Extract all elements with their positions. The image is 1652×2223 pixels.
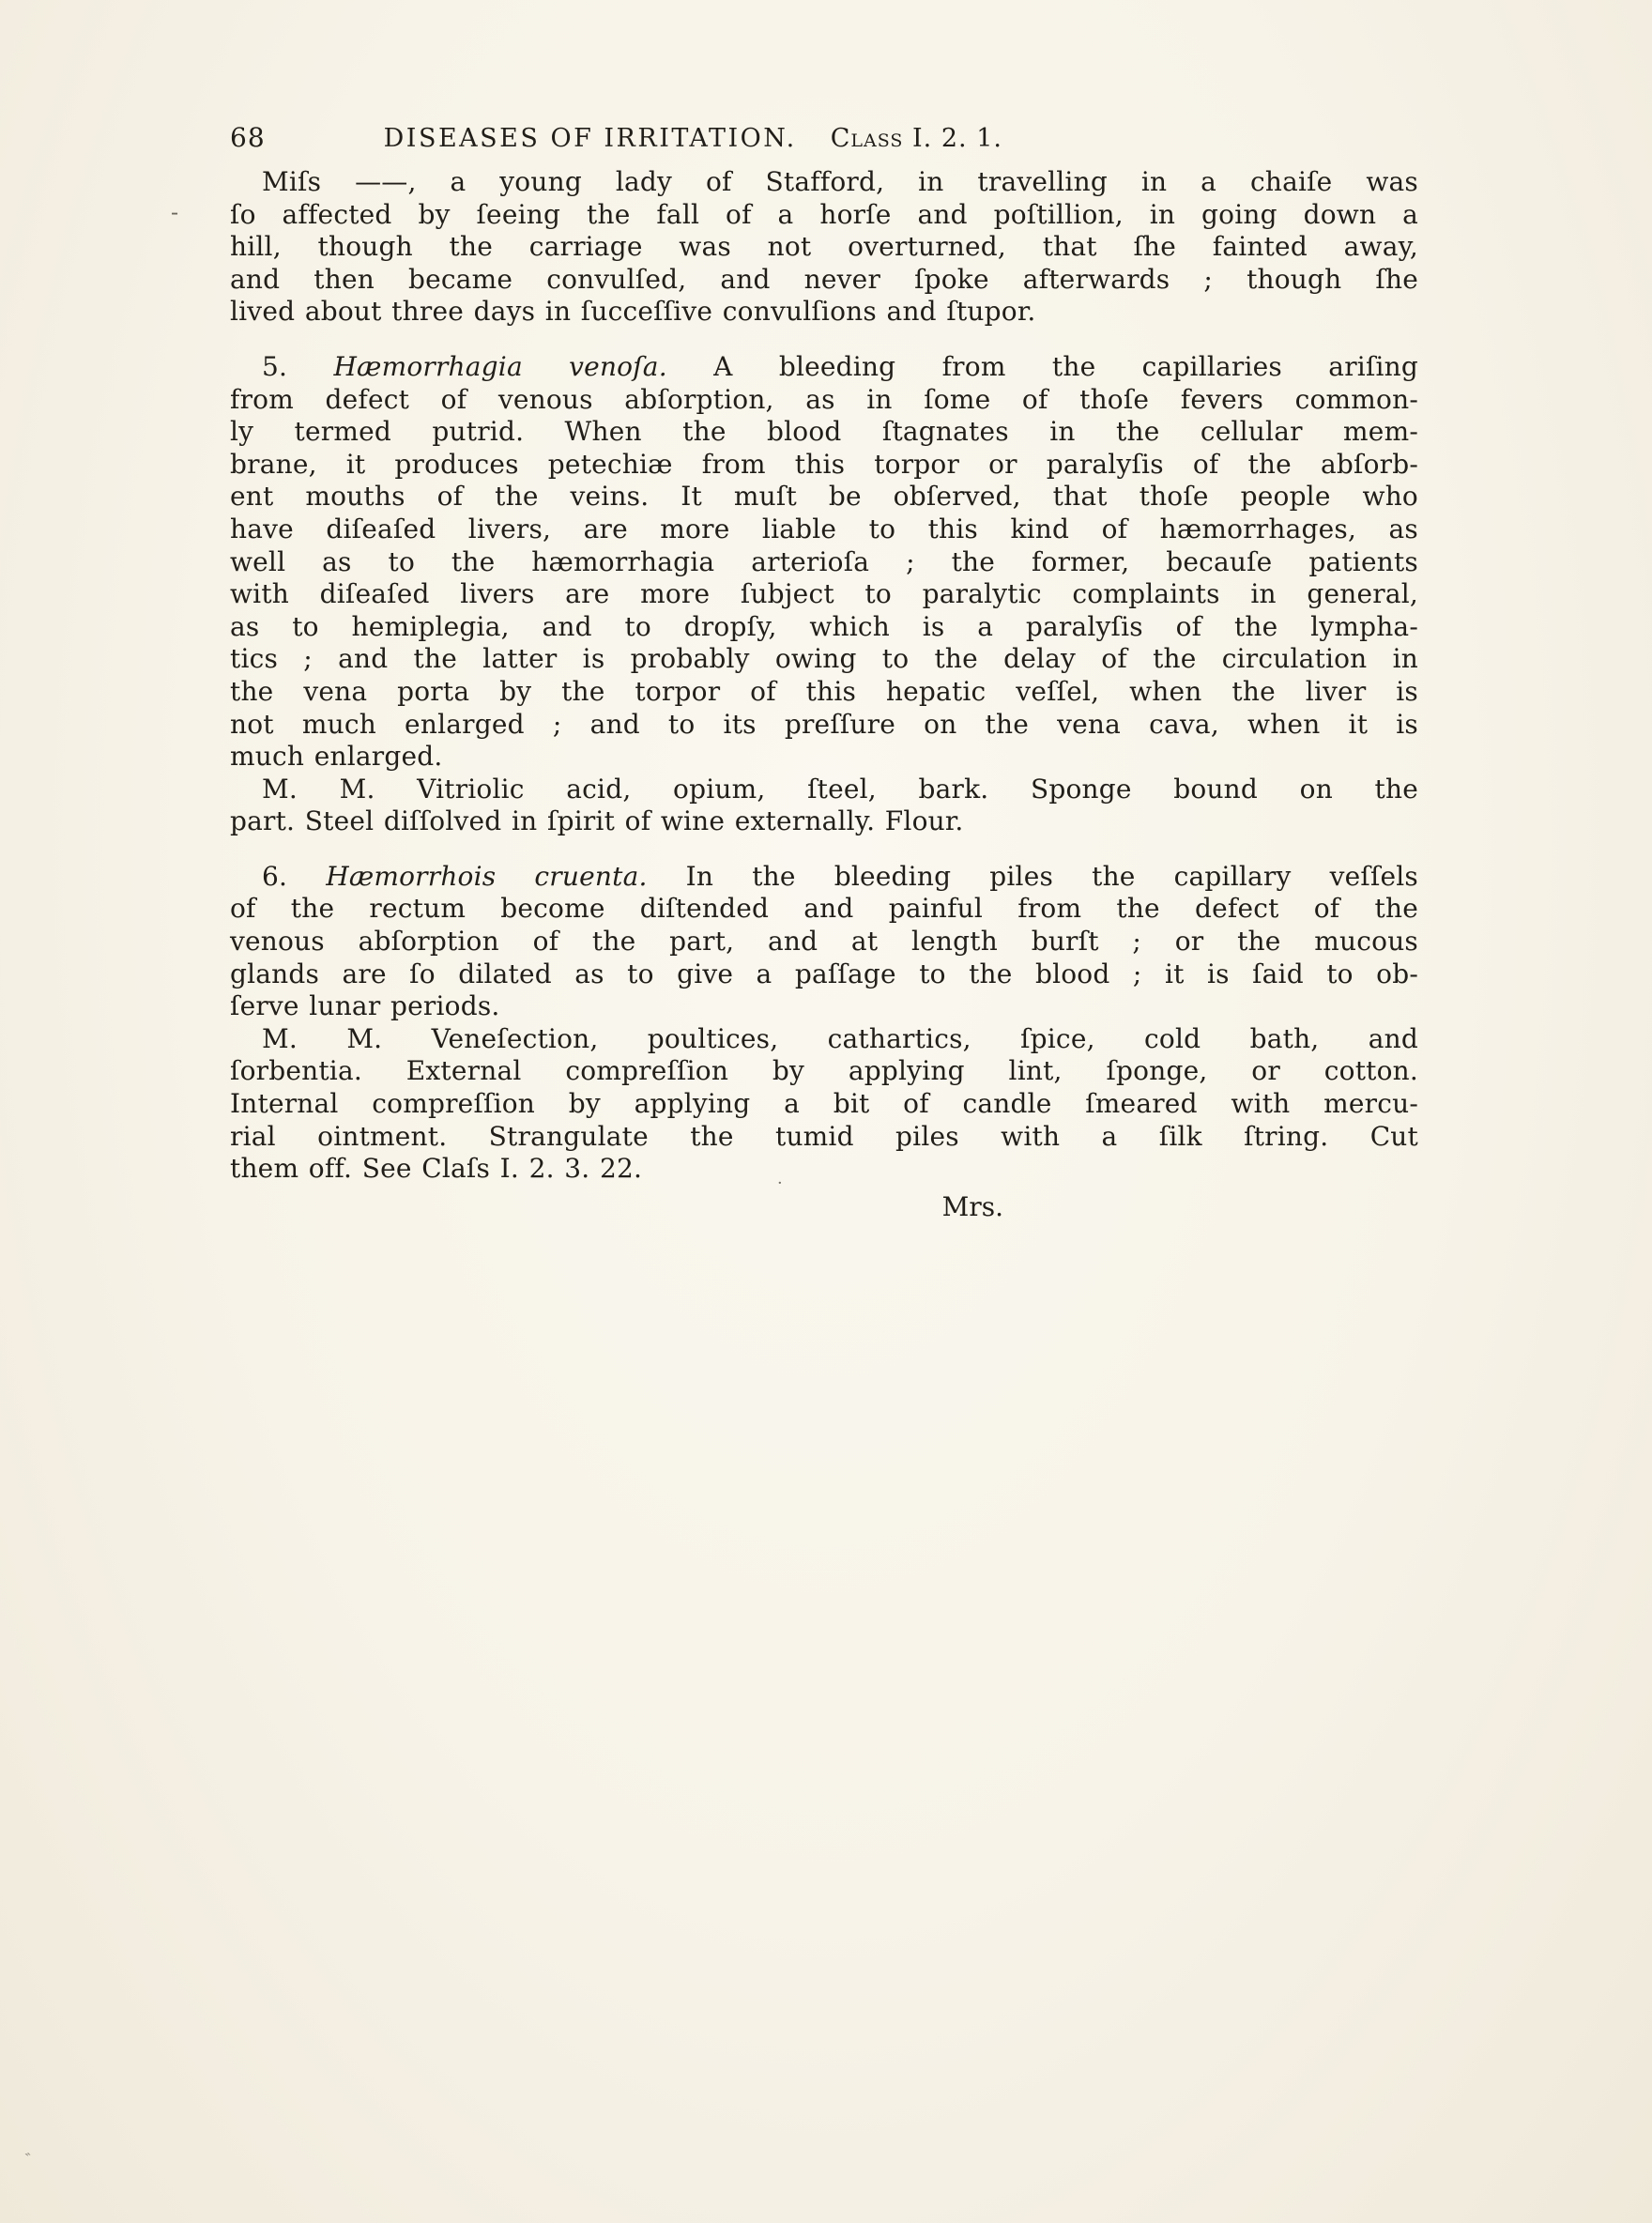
- text-line: [230, 384, 1418, 417]
- text-segment: hill, though the carriage was not overturned, that ſhe fainted away,: [230, 231, 1418, 263]
- text-line: [230, 1121, 1418, 1154]
- text-segment: brane, it produces petechiæ from this torpor or paralyſis of the abſorb-: [230, 448, 1418, 480]
- italic-text-segment: Hæmorrhois cruenta.: [326, 860, 648, 892]
- text-line: [230, 264, 1418, 297]
- text-segment: Miſs ——, a young lady of Stafford, in travelling in a chaiſe was: [262, 166, 1418, 197]
- text-line: [230, 893, 1418, 926]
- text-line: [230, 709, 1418, 742]
- text-segment: ſo affected by ſeeing the fall of a horſe and poſtillion, in going down a: [230, 198, 1418, 230]
- running-title: DISEASES OF IRRITATION.: [383, 124, 797, 153]
- text-segment: ly termed putrid. When the blood ſtagnates in the cellular mem-: [230, 416, 1418, 448]
- text-line: [230, 231, 1418, 264]
- text-line: [230, 514, 1418, 546]
- text-line: [230, 351, 1418, 384]
- text-line: [230, 774, 1418, 806]
- text-segment: 5.: [262, 350, 334, 382]
- text-segment: of the rectum become diſtended and painful from the defect of the: [230, 893, 1418, 925]
- text-segment: Internal compreſſion by applying a bit of candle ſmeared with mercu-: [230, 1088, 1418, 1120]
- text-segment: In the bleeding piles the capillary veſſels: [647, 860, 1418, 892]
- catchword-row: [230, 1191, 1418, 1222]
- text-line: [230, 199, 1418, 232]
- text-segment: lived about three days in ſucceſſive convulſions and ſtupor.: [230, 296, 1036, 328]
- italic-text-segment: Hæmorrhagia venoſa.: [333, 350, 667, 382]
- text-line: [230, 990, 1418, 1023]
- text-line: [230, 1153, 1418, 1186]
- text-segment: not much enlarged ; and to its preſſure on the vena cava, when it is: [230, 708, 1418, 740]
- page-number: 68: [230, 122, 266, 153]
- text-line: [230, 481, 1418, 514]
- paragraph: [230, 861, 1418, 1023]
- text-segment: M. M. Veneſection, poultices, cathartics, ſpice, cold bath, and: [262, 1022, 1418, 1054]
- class-reference: [831, 124, 1002, 153]
- text-segment: tics ; and the latter is probably owing to the delay of the circulation in: [230, 643, 1418, 675]
- text-line: [230, 166, 1418, 199]
- text-line: [230, 1055, 1418, 1088]
- catchword-text: Mrs.: [941, 1190, 1003, 1222]
- running-header: [230, 122, 1418, 153]
- class-word: Class: [830, 124, 904, 153]
- scan-artifact-margin-dash: -: [171, 199, 179, 225]
- paragraph: [230, 1023, 1418, 1186]
- text-segment: ſerve lunar periods.: [230, 990, 500, 1022]
- text-line: [230, 611, 1418, 644]
- text-segment: rial ointment. Strangulate the tumid piles with a ſilk ſtring. Cut: [230, 1120, 1418, 1152]
- scan-artifact-dot: ·: [777, 1173, 783, 1193]
- text-segment: the vena porta by the torpor of this hepatic veſſel, when the liver is: [230, 675, 1418, 707]
- paragraph: [230, 166, 1418, 329]
- text-line: [230, 578, 1418, 611]
- text-segment: ſorbentia. External compreſſion by applying lint, ſponge, or cotton.: [230, 1055, 1418, 1087]
- text-line: [230, 861, 1418, 894]
- text-line: [230, 926, 1418, 958]
- text-line: [230, 296, 1418, 329]
- text-line: [230, 1023, 1418, 1056]
- text-segment: 6.: [262, 860, 327, 892]
- text-segment: A bleeding from the capillaries ariſing: [666, 350, 1419, 382]
- scan-artifact-corner-mark: ‶: [23, 2149, 35, 2169]
- paragraph: [230, 774, 1418, 838]
- text-segment: as to hemiplegia, and to dropſy, which is a paralyſis of the lympha-: [230, 610, 1418, 642]
- text-segment: glands are ſo dilated as to give a paſſage to the blood ; it is ſaid to ob-: [230, 958, 1418, 989]
- class-numbers: I. 2. 1.: [903, 124, 1002, 153]
- text-segment: part. Steel diſſolved in ſpirit of wine externally. Flour.: [230, 805, 964, 837]
- text-line: [230, 741, 1418, 774]
- text-segment: well as to the hæmorrhagia arterioſa ; the former, becauſe patients: [230, 545, 1418, 577]
- text-block: [230, 166, 1418, 1186]
- text-segment: much enlarged.: [230, 741, 443, 773]
- text-segment: and then became convulſed, and never ſpoke afterwards ; though ſhe: [230, 263, 1418, 295]
- text-line: [230, 805, 1418, 838]
- text-line: [230, 676, 1418, 709]
- text-line: [230, 643, 1418, 676]
- text-line: [230, 546, 1418, 579]
- text-segment: have diſeaſed livers, are more liable to this kind of hæmorrhages, as: [230, 513, 1418, 544]
- text-segment: ent mouths of the veins. It muſt be obſerved, that thoſe people who: [230, 481, 1418, 513]
- text-segment: M. M. Vitriolic acid, opium, ſteel, bark. Sponge bound on the: [262, 773, 1418, 805]
- text-line: [230, 1088, 1418, 1121]
- text-segment: them off. See Claſs I. 2. 3. 22.: [230, 1153, 643, 1185]
- text-segment: with diſeaſed livers are more ſubject to paralytic complaints in general,: [230, 578, 1418, 610]
- text-line: [230, 449, 1418, 482]
- text-segment: venous abſorption of the part, and at length burſt ; or the mucous: [230, 926, 1418, 958]
- text-segment: from defect of venous abſorption, as in ſome of thoſe fevers common-: [230, 383, 1418, 415]
- page-content: [230, 122, 1418, 1222]
- text-line: [230, 416, 1418, 449]
- text-line: [230, 958, 1418, 991]
- paragraph: [230, 351, 1418, 774]
